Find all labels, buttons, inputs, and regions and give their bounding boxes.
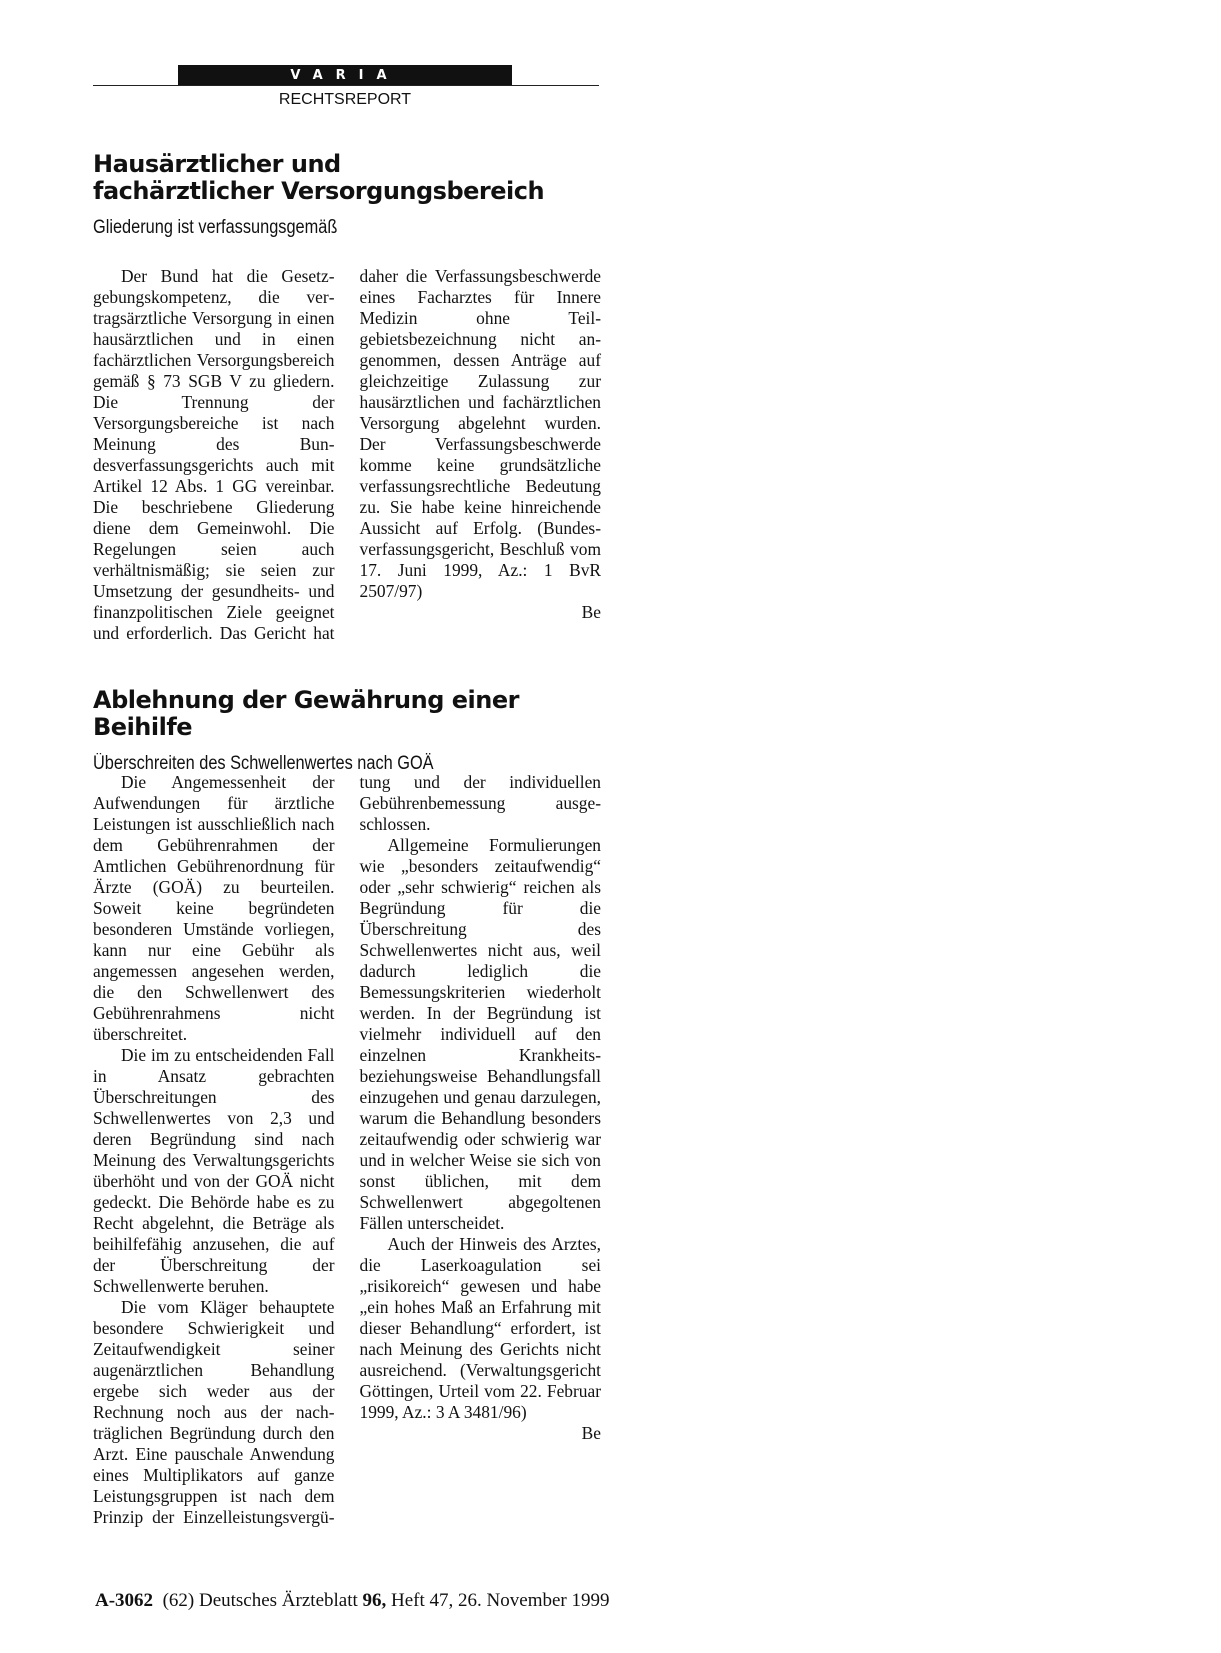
article-2-paragraph: Die im zu entscheidenden Fall in Ansatz gebrachten Überschreitungen des Schwellenwertes von 2,3 und deren Begründung sind nach Meinung des Verwaltungsgerichts überhöht und von der GOÄ nicht gedeckt. Die Behörde habe es zu Recht abgelehnt, die Beträge als beihilfefähig anzusehen, die auf der Überschreitung der Schwellenwerte beruhen. xyxy=(93,1045,335,1296)
author-signature: Be xyxy=(581,602,601,622)
article-2-paragraph: Allgemeine Formulierungen wie „besonders zeitaufwendig“ oder „sehr schwierig“ reichen als Begründung für die Überschreitung des Schwellenwertes nicht aus, weil dadurch lediglich die Bemessungskriterien wiederholt werden. In der Begründung ist vielmehr individuell auf den einzelnen Krankheits- beziehungsweise Behandlungsfall einzugehen und genau darzulegen, warum die Behandlung besonders zeitaufwendig oder schwierig war und in welcher Weise sie sich von sonst üblichen, mit dem Schwellenwert abgegoltenen Fällen unterscheidet. xyxy=(359,835,601,1233)
volume-number: 96, xyxy=(362,1590,387,1611)
article-1-body xyxy=(93,266,601,651)
publication-name: Deutsches Ärzteblatt xyxy=(198,1590,358,1611)
article-2-paragraph: Auch der Hinweis des Arztes, die Laserkoagulation sei „risikoreich“ gewesen und habe „ein hohes Maß an Erfahrung mit dieser Behandlung“ erfordert, ist nach Meinung des Gerichts nicht ausreichend. (Verwaltungsgericht Göttingen, Urteil vom 22. Februar 1999, Az.: 3 A 3481/96) xyxy=(359,1234,601,1422)
article-1 xyxy=(93,150,601,643)
article-2-paragraph: Die vom Kläger behauptete besondere Schwierigkeit und Zeitaufwendigkeit seiner augenärztlichen Behandlung ergebe sich weder aus der Rechnung noch aus der nachträglichen Begründung durch den Arzt. Eine pauschale Anwendung eines Multiplikators auf ganze Leistungsgruppen ist nach dem Prinzip der Einzelleistungsvergütung und der individuellen Gebührenbemessung ausgeschlossen. xyxy=(93,772,601,1527)
article-1-paragraph: Der Bund hat die Gesetzgebungskompetenz, die vertragsärztliche Versorgung in einen hausärztlichen und in einen fachärztlichen Versorgungsbereich gemäß § 73 SGB V zu gliedern. Die Trennung der Versorgungsbereiche ist nach Meinung des Bundesverfassungsgerichts auch mit Artikel 12 Abs. 1 GG vereinbar. Die beschriebene Gliederung diene dem Gemeinwohl. Die Regelungen seien auch verhältnismäßig; sie seien zur Umsetzung der gesundheits- und finanzpolitischen Ziele geeignet und erforderlich. Das Gericht hat daher die Verfassungsbeschwerde eines Facharztes für Innere Medizin ohne Teilgebietsbezeichnung nicht angenommen, dessen Anträge auf gleichzeitige Zulassung zur hausärztlichen und fachärztlichen Versorgung abgelehnt wurden. Der Verfassungsbeschwerde komme keine grundsätzliche verfassungsrechtliche Bedeutung zu. Sie habe keine hinreichende Aussicht auf Erfolg. (Bundesverfassungsgericht, Beschluß vom 17. Juni 1999, Az.: 1 BvR 2507/97) xyxy=(93,266,601,643)
headline-line-2: fachärztlicher Versorgungsbereich xyxy=(93,177,545,205)
section-label: RECHTSREPORT xyxy=(278,91,412,108)
author-signature: Be xyxy=(581,1423,601,1443)
article-2-subhead: Überschreiten des Schwellenwertes nach GOÄ xyxy=(93,753,434,774)
article-1-headline xyxy=(93,151,601,205)
headline-line-1: Hausärztlicher und xyxy=(93,150,341,178)
header-rule xyxy=(93,85,599,86)
article-2-paragraph: Die Angemessenheit der Aufwendungen für ärztliche Leistungen ist ausschließlich nach dem Gebührenrahmen der Amtlichen Gebührenordnung für Ärzte (GOÄ) zu beurteilen. Soweit keine begründeten besonderen Umstände vorliegen, kann nur eine Gebühr als angemessen angesehen werden, die den Schwellenwert des Gebührenrahmens nicht überschreitet. xyxy=(93,772,335,1044)
page-number: (62) xyxy=(162,1590,195,1611)
article-1-subhead: Gliederung ist verfassungsgemäß xyxy=(93,217,338,238)
category-banner: VARIA xyxy=(178,65,512,86)
article-2-body xyxy=(93,772,601,1536)
page-footer xyxy=(95,1590,610,1612)
article-2-headline: Ablehnung der Gewährung einer Beihilfe xyxy=(93,686,519,741)
page-code: A-3062 xyxy=(95,1590,154,1611)
issue-info: Heft 47, 26. November 1999 xyxy=(391,1590,610,1611)
article-2 xyxy=(93,686,601,1527)
